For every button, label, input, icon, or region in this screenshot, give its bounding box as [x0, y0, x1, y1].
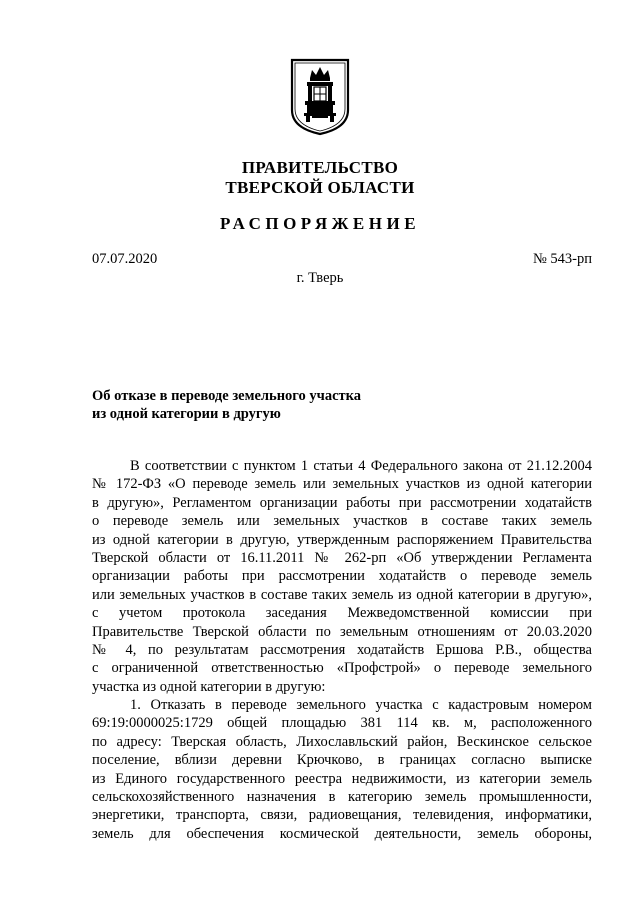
document-body [92, 457, 592, 843]
subject-line: Об отказе в переводе земельного участка [92, 388, 362, 404]
body-line: поселение, вблизи деревни Крючково, в границах согласно выписке [92, 752, 592, 769]
body-line: Тверской области от 16.11.2011 № 262-рп «Об утверждении Регламента [92, 549, 592, 566]
body-line: участка из одной категории в другую: [92, 678, 326, 695]
body-line: из одной категории в другую, утвержденным распоряжением Правительства [92, 531, 592, 548]
subject-line: из одной категории в другую [92, 406, 281, 422]
body-line: в другую», Регламентом организации работы при рассмотрении ходатайств [92, 494, 592, 511]
body-line: 1. Отказать в переводе земельного участка с кадастровым номером [130, 697, 592, 714]
body-line: организации работы при рассмотрении ходатайств о переводе земель [92, 568, 592, 585]
body-line: сельскохозяйственного назначения в категорию земель промышленности, [92, 789, 592, 806]
body-line: 69:19:0000025:1729 общей площадью 381 114 кв. м, расположенного [92, 715, 592, 732]
coat-of-arms-icon [290, 58, 350, 136]
body-line: № 4, по результатам рассмотрения ходатайств Ершова Р.В., общества [92, 641, 592, 658]
body-line: Правительстве Тверской области по земельным отношениям от 20.03.2020 [92, 623, 592, 640]
body-line: В соответствии с пунктом 1 статьи 4 Федерального закона от 21.12.2004 [130, 458, 592, 474]
body-line: или земельных участков в составе таких земель из одной категории в другую», [92, 586, 592, 603]
body-line: № 172-ФЗ «О переводе земель или земельных участков из одной категории [92, 476, 592, 493]
document-city: г. Тверь [296, 270, 344, 286]
government-name-line2: ТВЕРСКОЙ ОБЛАСТИ [225, 178, 415, 197]
document-subject [92, 387, 361, 423]
body-line: о переводе земель или земельных участков в составе таких земель [92, 513, 592, 530]
document-type: РАСПОРЯЖЕНИЕ [219, 214, 421, 233]
body-line: с учетом протокола заседания Межведомственной комиссии при [92, 605, 592, 622]
body-line: земель для обеспечения космической деятельности, земель обороны, [92, 825, 592, 842]
body-line: по адресу: Тверская область, Лихославльский район, Вескинское сельское [92, 733, 592, 750]
body-line: с ограниченной ответственностью «Профстрой» о переводе земельного [92, 660, 592, 677]
document-number: № 543-рп [532, 251, 592, 267]
body-line: энергетики, транспорта, связи, радиовещания, телевидения, информатики, [92, 807, 592, 824]
document-date: 07.07.2020 [92, 251, 158, 267]
government-name-line1: ПРАВИТЕЛЬСТВО [241, 158, 399, 177]
body-line: из Единого государственного реестра недвижимости, из категории земель [92, 770, 592, 787]
